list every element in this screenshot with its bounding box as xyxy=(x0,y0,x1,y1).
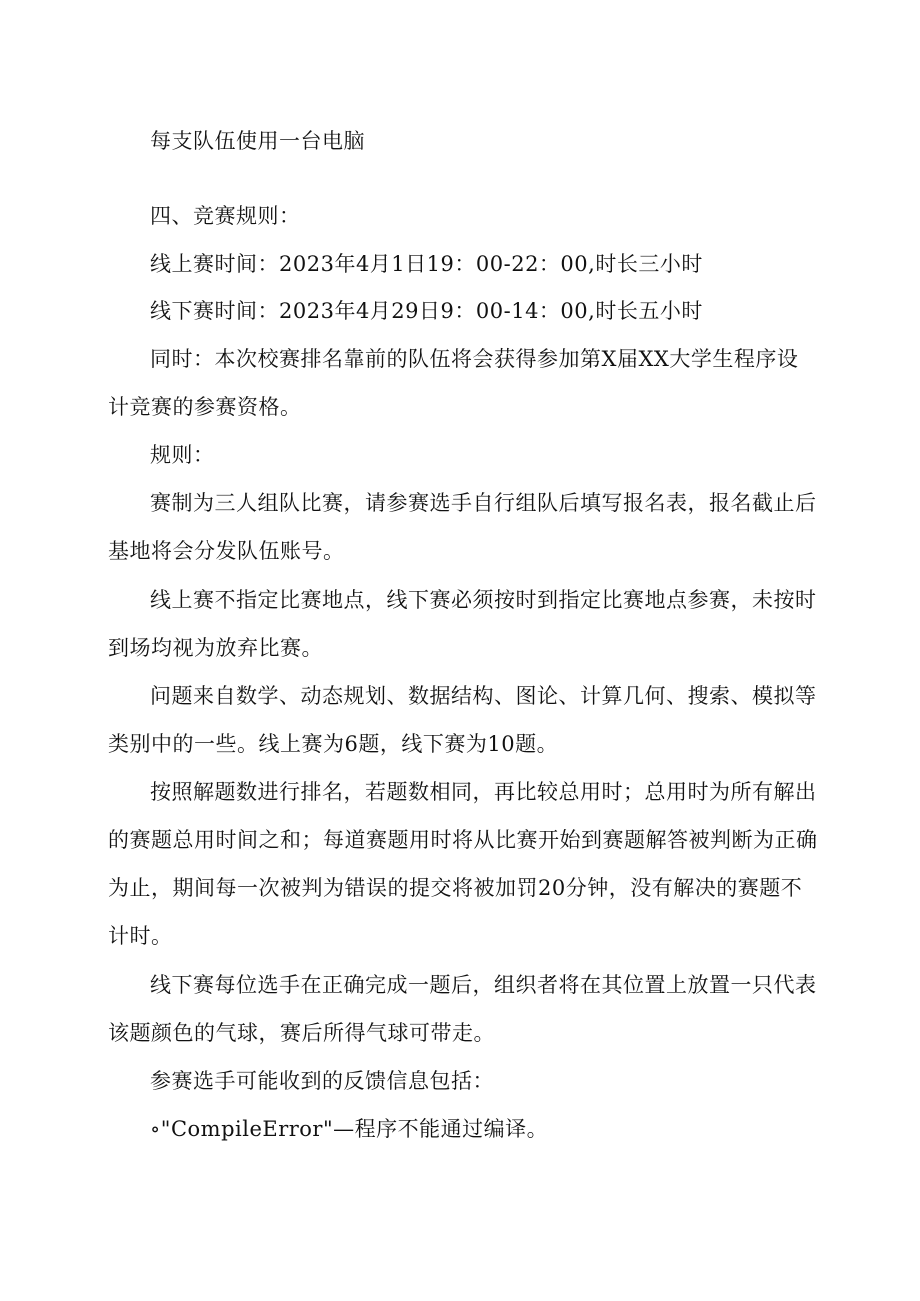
paragraph-line: 计竞赛的参赛资格。 xyxy=(108,395,302,419)
paragraph-line: 线下赛时间：2023年4月29日9：00-14：00,时长五小时 xyxy=(150,299,703,323)
paragraph-line: 到场均视为放弃比赛。 xyxy=(108,636,323,660)
paragraph-line: 计时。 xyxy=(108,924,173,948)
subheading: 规则： xyxy=(150,443,215,467)
paragraph-line: 线上赛时间：2023年4月1日19：00-22：00,时长三小时 xyxy=(150,252,703,276)
paragraph-line: 线下赛每位选手在正确完成一题后，组织者将在其位置上放置一只代表 xyxy=(150,973,817,997)
list-item: ∘"CompileError"—程序不能通过编译。 xyxy=(150,1117,549,1141)
paragraph-line: 该题颜色的气球，赛后所得气球可带走。 xyxy=(108,1021,495,1045)
paragraph-line: 问题来自数学、动态规划、数据结构、图论、计算几何、搜索、模拟等 xyxy=(150,684,817,708)
paragraph-line: 每支队伍使用一台电脑 xyxy=(150,129,365,153)
paragraph-line: 的赛题总用时间之和；每道赛题用时将从比赛开始到赛题解答被判断为正确 xyxy=(108,828,818,852)
paragraph-line: 参赛选手可能收到的反馈信息包括： xyxy=(150,1069,494,1093)
paragraph-line: 类别中的一些。线上赛为6题，线下赛为10题。 xyxy=(108,732,559,756)
section-heading: 四、竞赛规则： xyxy=(150,204,301,228)
paragraph-line: 为止，期间每一次被判为错误的提交将被加罚20分钟，没有解决的赛题不 xyxy=(108,876,803,900)
paragraph-line: 基地将会分发队伍账号。 xyxy=(108,539,345,563)
paragraph-line: 按照解题数进行排名，若题数相同，再比较总用时；总用时为所有解出 xyxy=(150,780,817,804)
paragraph-line: 线上赛不指定比赛地点，线下赛必须按时到指定比赛地点参赛，未按时 xyxy=(150,588,817,612)
paragraph-line: 赛制为三人组队比赛，请参赛选手自行组队后填写报名表，报名截止后 xyxy=(150,491,817,515)
paragraph-line: 同时：本次校赛排名靠前的队伍将会获得参加第X届XX大学生程序设 xyxy=(150,347,799,371)
